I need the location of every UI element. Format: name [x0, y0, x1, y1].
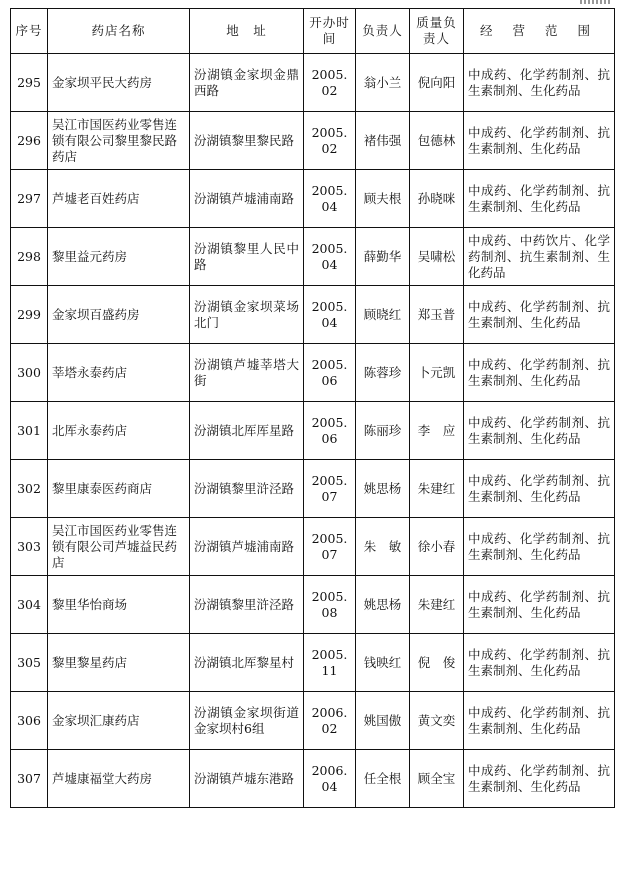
cell-pharmacy-name: 吴江市国医药业零售连锁有限公司芦墟益民药店: [48, 518, 190, 576]
table-row: [11, 402, 615, 460]
cell-business-scope: 中成药、化学药制剂、抗生素制剂、生化药品: [464, 692, 615, 750]
table-row: [11, 634, 615, 692]
cell-business-scope: 中成药、化学药制剂、抗生素制剂、生化药品: [464, 286, 615, 344]
cell-open-date: 2005.02: [304, 54, 356, 112]
cell-pharmacy-name: 莘塔永泰药店: [48, 344, 190, 402]
cell-quality-manager: 吴啸松: [410, 228, 464, 286]
cell-serial: 305: [11, 634, 48, 692]
cell-quality-manager: 倪 俊: [410, 634, 464, 692]
cell-pharmacy-name: 黎里华怡商场: [48, 576, 190, 634]
pharmacy-table: [10, 8, 615, 808]
cell-pharmacy-name: 金家坝百盛药房: [48, 286, 190, 344]
cell-quality-manager: 徐小春: [410, 518, 464, 576]
cell-business-scope: 中成药、化学药制剂、抗生素制剂、生化药品: [464, 112, 615, 170]
cell-manager: 陈蓉珍: [356, 344, 410, 402]
cell-pharmacy-name: 金家坝平民大药房: [48, 54, 190, 112]
cell-manager: 任全根: [356, 750, 410, 808]
cell-address: 汾湖镇北厍黎星村: [190, 634, 304, 692]
cell-address: 汾湖镇黎里浒泾路: [190, 460, 304, 518]
cell-pharmacy-name: 吴江市国医药业零售连锁有限公司黎里黎民路药店: [48, 112, 190, 170]
table-row: [11, 286, 615, 344]
cell-business-scope: 中成药、化学药制剂、抗生素制剂、生化药品: [464, 460, 615, 518]
table-row: [11, 344, 615, 402]
cell-open-date: 2005.02: [304, 112, 356, 170]
cell-serial: 301: [11, 402, 48, 460]
page-corner-mark: [580, 0, 610, 4]
cell-open-date: 2005.04: [304, 228, 356, 286]
cell-address: 汾湖镇芦墟莘塔大街: [190, 344, 304, 402]
cell-pharmacy-name: 黎里康泰医药商店: [48, 460, 190, 518]
cell-open-date: 2005.08: [304, 576, 356, 634]
cell-pharmacy-name: 北厍永泰药店: [48, 402, 190, 460]
cell-manager: 顾夫根: [356, 170, 410, 228]
cell-serial: 304: [11, 576, 48, 634]
table-row: [11, 576, 615, 634]
cell-address: 汾湖镇金家坝菜场北门: [190, 286, 304, 344]
cell-business-scope: 中成药、化学药制剂、抗生素制剂、生化药品: [464, 402, 615, 460]
cell-quality-manager: 倪向阳: [410, 54, 464, 112]
cell-serial: 306: [11, 692, 48, 750]
cell-address: 汾湖镇芦墟浦南路: [190, 518, 304, 576]
table-row: [11, 112, 615, 170]
cell-quality-manager: 顾全宝: [410, 750, 464, 808]
header-manager: 负责人: [356, 9, 410, 54]
cell-address: 汾湖镇金家坝金鼎西路: [190, 54, 304, 112]
table-row: [11, 54, 615, 112]
cell-address: 汾湖镇芦墟浦南路: [190, 170, 304, 228]
cell-open-date: 2005.06: [304, 402, 356, 460]
cell-manager: 顾晓红: [356, 286, 410, 344]
cell-quality-manager: 卜元凯: [410, 344, 464, 402]
header-serial: 序号: [11, 9, 48, 54]
cell-address: 汾湖镇黎里人民中路: [190, 228, 304, 286]
cell-manager: 朱 敏: [356, 518, 410, 576]
header-pharmacy-name: 药店名称: [48, 9, 190, 54]
table-row: [11, 750, 615, 808]
cell-address: 汾湖镇芦墟东港路: [190, 750, 304, 808]
cell-pharmacy-name: 芦墟康福堂大药房: [48, 750, 190, 808]
cell-serial: 307: [11, 750, 48, 808]
table-header-row: [11, 9, 615, 54]
cell-manager: 姚思杨: [356, 460, 410, 518]
cell-open-date: 2005.11: [304, 634, 356, 692]
cell-serial: 298: [11, 228, 48, 286]
cell-quality-manager: 李 应: [410, 402, 464, 460]
cell-serial: 302: [11, 460, 48, 518]
cell-serial: 297: [11, 170, 48, 228]
cell-manager: 姚思杨: [356, 576, 410, 634]
cell-quality-manager: 黄文奕: [410, 692, 464, 750]
cell-business-scope: 中成药、化学药制剂、抗生素制剂、生化药品: [464, 576, 615, 634]
table-row: [11, 170, 615, 228]
cell-pharmacy-name: 芦墟老百姓药店: [48, 170, 190, 228]
cell-open-date: 2006.02: [304, 692, 356, 750]
cell-pharmacy-name: 黎里益元药房: [48, 228, 190, 286]
cell-manager: 薛勤华: [356, 228, 410, 286]
cell-serial: 295: [11, 54, 48, 112]
table-row: [11, 228, 615, 286]
cell-open-date: 2005.07: [304, 460, 356, 518]
cell-pharmacy-name: 金家坝汇康药店: [48, 692, 190, 750]
cell-quality-manager: 孙晓咪: [410, 170, 464, 228]
cell-business-scope: 中成药、化学药制剂、抗生素制剂、生化药品: [464, 518, 615, 576]
cell-serial: 296: [11, 112, 48, 170]
cell-serial: 299: [11, 286, 48, 344]
cell-open-date: 2005.04: [304, 170, 356, 228]
cell-serial: 303: [11, 518, 48, 576]
header-address: 地 址: [190, 9, 304, 54]
cell-business-scope: 中成药、化学药制剂、抗生素制剂、生化药品: [464, 170, 615, 228]
cell-open-date: 2005.06: [304, 344, 356, 402]
cell-business-scope: 中成药、化学药制剂、抗生素制剂、生化药品: [464, 54, 615, 112]
cell-quality-manager: 郑玉普: [410, 286, 464, 344]
cell-business-scope: 中成药、中药饮片、化学药制剂、抗生素制剂、生化药品: [464, 228, 615, 286]
table-body: [11, 54, 615, 808]
header-open-date: 开办时间: [304, 9, 356, 54]
cell-address: 汾湖镇金家坝街道金家坝村6组: [190, 692, 304, 750]
cell-pharmacy-name: 黎里黎星药店: [48, 634, 190, 692]
header-quality-manager: 质量负责人: [410, 9, 464, 54]
cell-address: 汾湖镇黎里浒泾路: [190, 576, 304, 634]
cell-manager: 陈丽珍: [356, 402, 410, 460]
cell-open-date: 2005.04: [304, 286, 356, 344]
cell-business-scope: 中成药、化学药制剂、抗生素制剂、生化药品: [464, 750, 615, 808]
table-row: [11, 460, 615, 518]
table-row: [11, 518, 615, 576]
cell-manager: 褚伟强: [356, 112, 410, 170]
cell-quality-manager: 朱建红: [410, 576, 464, 634]
cell-address: 汾湖镇黎里黎民路: [190, 112, 304, 170]
cell-business-scope: 中成药、化学药制剂、抗生素制剂、生化药品: [464, 634, 615, 692]
cell-quality-manager: 包德林: [410, 112, 464, 170]
cell-open-date: 2005.07: [304, 518, 356, 576]
cell-manager: 钱映红: [356, 634, 410, 692]
cell-quality-manager: 朱建红: [410, 460, 464, 518]
cell-serial: 300: [11, 344, 48, 402]
cell-manager: 姚国傲: [356, 692, 410, 750]
cell-manager: 翁小兰: [356, 54, 410, 112]
cell-address: 汾湖镇北厍厍星路: [190, 402, 304, 460]
cell-open-date: 2006.04: [304, 750, 356, 808]
cell-business-scope: 中成药、化学药制剂、抗生素制剂、生化药品: [464, 344, 615, 402]
header-business-scope: 经 营 范 围: [464, 9, 615, 54]
table-row: [11, 692, 615, 750]
